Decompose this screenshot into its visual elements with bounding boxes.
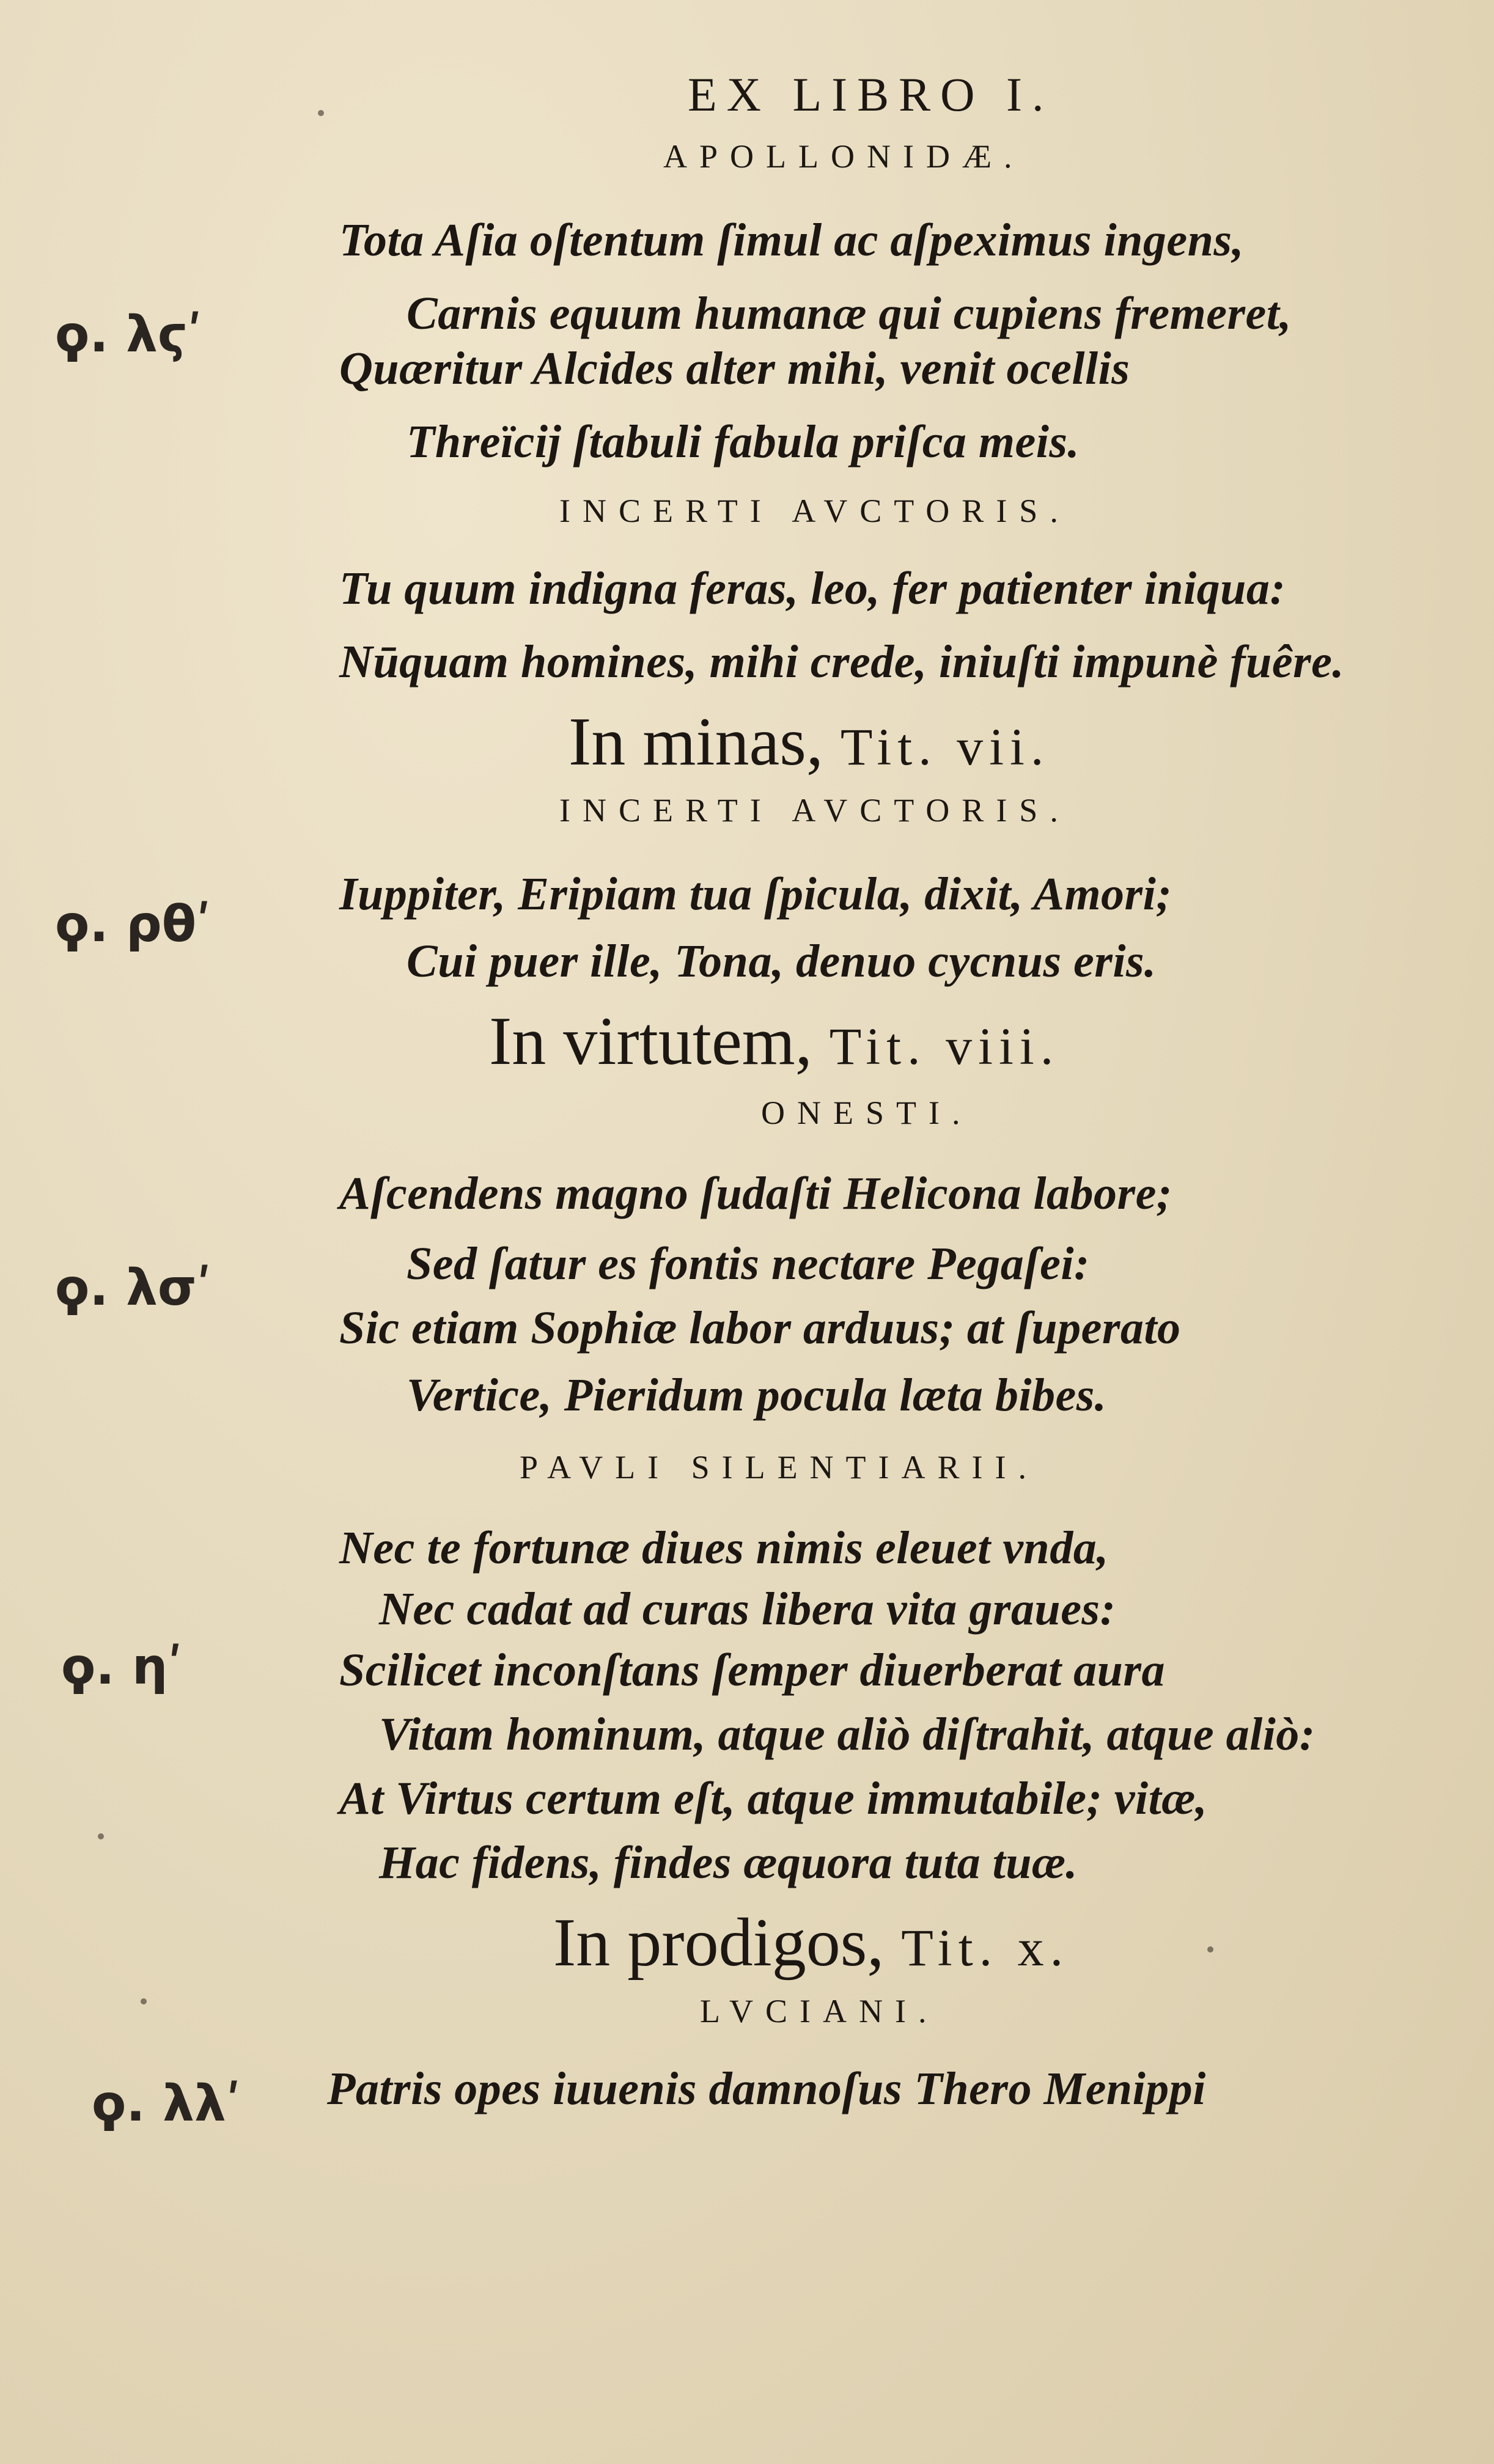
verse-line: Iuppiter, Eripiam tua ſpicula, dixit, Amori; xyxy=(339,868,1172,920)
margin-note: ϙ. λϛʹ xyxy=(55,306,203,364)
author-heading: APOLLONIDÆ. xyxy=(663,138,1025,175)
chapter-title xyxy=(553,1904,1069,1982)
title-main: In minas, xyxy=(569,704,823,780)
verse-line: Sic etiam Sophiæ labor arduus; at ſuperato xyxy=(339,1302,1181,1354)
verse-line: Tota Aſia oſtentum ſimul ac aſpeximus ingens, xyxy=(339,215,1245,266)
verse-line: Hac fidens, findes æquora tuta tuæ. xyxy=(379,1837,1078,1888)
verse-line: At Virtus certum eſt, atque immutabile; vitæ, xyxy=(339,1773,1208,1824)
title-number: Tit. x. xyxy=(901,1918,1070,1977)
verse-line: Vertice, Pieridum pocula læta bibes. xyxy=(407,1370,1107,1421)
author-heading: INCERTI AVCTORIS. xyxy=(559,792,1070,829)
margin-note: ϙ. ηʹ xyxy=(61,1638,183,1696)
title-main: In prodigos, xyxy=(553,1905,885,1981)
author-heading: LVCIANI. xyxy=(700,1993,939,2030)
ink-speck xyxy=(141,1998,147,2004)
verse-line: Cui puer ille, Tona, denuo cycnus eris. xyxy=(407,936,1157,987)
title-number: Tit. vii. xyxy=(840,717,1050,776)
verse-line: Quæritur Alcides alter mihi, venit ocellis xyxy=(339,343,1130,394)
ink-speck xyxy=(1207,1946,1213,1953)
chapter-title xyxy=(569,703,1050,782)
verse-line: Scilicet inconſtans ſemper diuerberat aura xyxy=(339,1645,1165,1696)
author-heading: PAVLI SILENTIARII. xyxy=(520,1449,1039,1486)
verse-line: Vitam hominum, atque aliò diſtrahit, atque aliò: xyxy=(379,1709,1316,1760)
running-head: EX LIBRO I. xyxy=(688,68,1054,121)
verse-line: Carnis equum humanæ qui cupiens fremeret, xyxy=(407,288,1292,339)
margin-note: ϙ. ρθʹ xyxy=(55,895,212,953)
verse-line: Nec cadat ad curas libera vita graues: xyxy=(379,1583,1116,1635)
ink-speck xyxy=(318,110,324,116)
verse-line: Nec te fortunæ diues nimis eleuet vnda, xyxy=(339,1522,1109,1574)
verse-line: Sed ſatur es fontis nectare Pegaſei: xyxy=(407,1238,1090,1289)
verse-line: Tu quum indigna feras, leo, fer patienter iniqua: xyxy=(339,563,1286,614)
author-heading: ONESTI. xyxy=(761,1094,973,1131)
margin-note: ϙ. λλʹ xyxy=(92,2075,241,2133)
verse-line: Threïcij ſtabuli fabula priſca meis. xyxy=(407,416,1080,468)
verse-line: Patris opes iuuenis damnoſus Thero Menippi xyxy=(327,2063,1206,2114)
verse-line: Nūquam homines, mihi crede, iniuſti impunè fuêre. xyxy=(339,636,1344,688)
ink-speck xyxy=(98,1833,104,1839)
author-heading: INCERTI AVCTORIS. xyxy=(559,493,1070,529)
verse-line: Aſcendens magno ſudaſti Helicona labore; xyxy=(339,1168,1172,1219)
title-number: Tit. viii. xyxy=(829,1017,1060,1076)
title-main: In virtutem, xyxy=(489,1003,812,1079)
margin-note: ϙ. λσʹ xyxy=(55,1259,212,1317)
chapter-title xyxy=(489,1002,1059,1081)
